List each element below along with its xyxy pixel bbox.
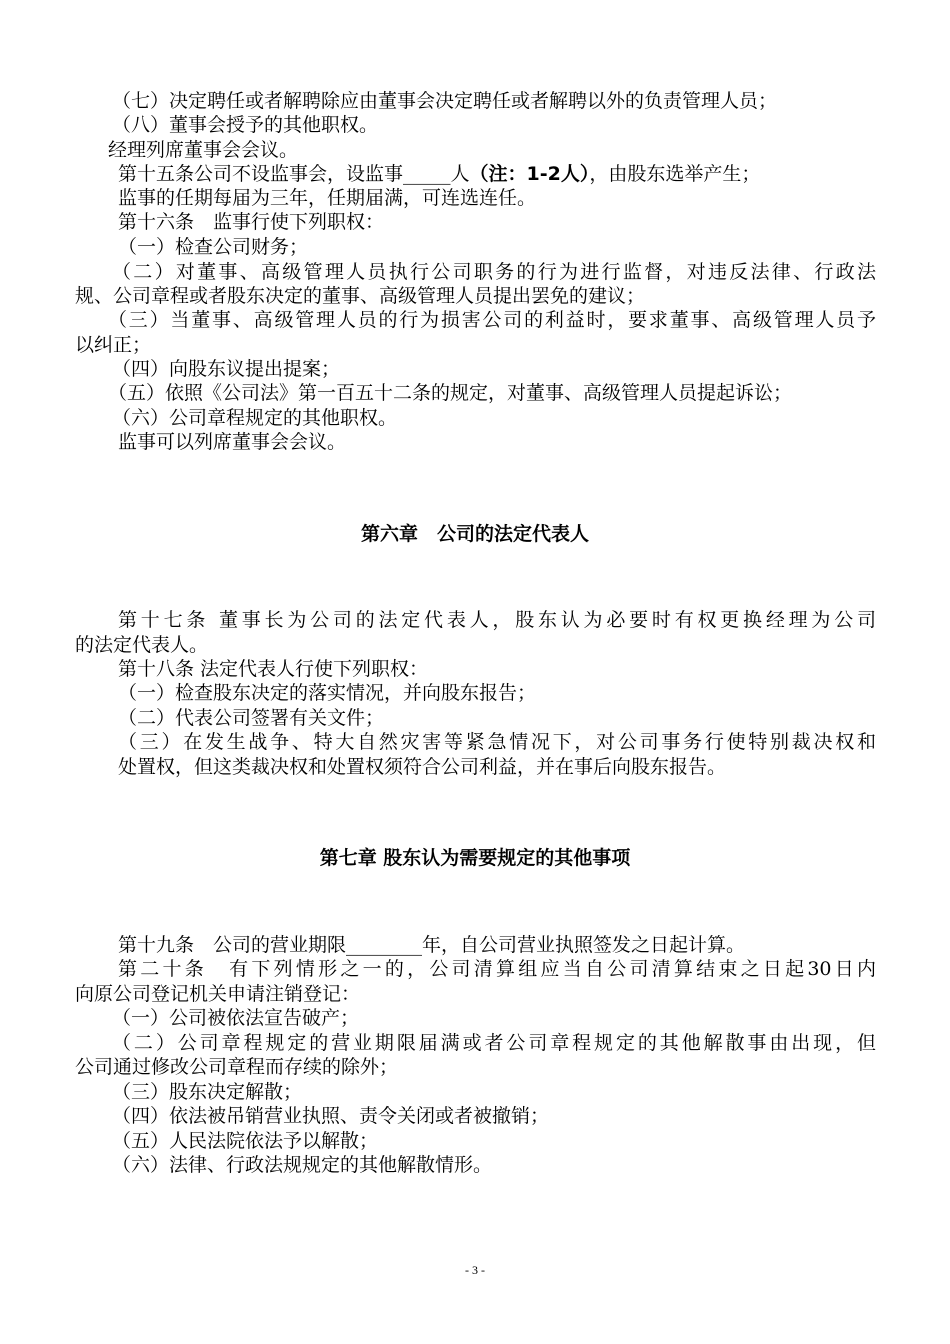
paragraph-line: [118, 162, 760, 186]
paragraph-line: （三）当董事、高级管理人员的行为损害公司的利益时，要求董事、高级管理人员予: [108, 309, 876, 331]
paragraph-line: （二）对董事、高级管理人员执行公司职务的行为进行监督，对违反法律、行政法: [112, 261, 876, 283]
paragraph-line: （二）公司章程规定的营业期限届满或者公司章程规定的其他解散事由出现，但: [112, 1032, 876, 1054]
paragraph-line: 第十六条 监事行使下列职权：: [118, 211, 385, 233]
page-number: - 3 -: [465, 1263, 485, 1277]
paragraph-line: 经理列席董事会会议。: [108, 139, 299, 161]
paragraph-line: 监事可以列席董事会会议。: [118, 431, 347, 453]
paragraph-line: 以纠正；: [75, 334, 152, 356]
paragraph-line: 监事的任期每届为三年，任期届满，可连选连任。: [118, 187, 537, 209]
note-text: （注：1-2人）: [469, 163, 590, 185]
chapter-heading: 第六章 公司的法定代表人: [360, 523, 589, 545]
paragraph-line: （一）公司被依法宣告破产；: [112, 1007, 360, 1029]
paragraph-line: （五）人民法院依法予以解散；: [112, 1130, 379, 1152]
paragraph-line: （六）公司章程规定的其他职权。: [112, 407, 398, 429]
paragraph-line: （八）董事会授予的其他职权。: [112, 114, 379, 136]
paragraph-line: 公司通过修改公司章程而存续的除外；: [75, 1056, 399, 1078]
paragraph-line: 第十九条 公司的营业期限________年，自公司营业执照签发之日起计算。: [118, 934, 746, 956]
paragraph-line: 第二十条 有下列情形之一的，公司清算组应当自公司清算结束之日起30日内: [118, 958, 876, 980]
paragraph-line: （一）检查公司财务；: [118, 236, 309, 258]
paragraph-line: （二）代表公司签署有关文件；: [118, 707, 385, 729]
paragraph-line: （四）依法被吊销营业执照、责令关闭或者被撤销；: [112, 1105, 550, 1127]
paragraph-line: 第十八条 法定代表人行使下列职权：: [118, 658, 429, 680]
paragraph-line: 处置权，但这类裁决权和处置权须符合公司利益，并在事后向股东报告。: [118, 756, 727, 778]
paragraph-line: 向原公司登记机关申请注销登记：: [75, 983, 361, 1005]
paragraph-line: （三）股东决定解散；: [112, 1081, 303, 1103]
clause-text: 第十五条公司不设监事会，设监事_____人: [118, 163, 470, 185]
paragraph-line: （一）检查股东决定的落实情况，并向股东报告；: [118, 682, 537, 704]
clause-text: ，由股东选举产生；: [589, 163, 761, 185]
paragraph-line: （七）决定聘任或者解聘除应由董事会决定聘任或者解聘以外的负责管理人员；: [112, 90, 778, 112]
paragraph-line: （四）向股东议提出提案；: [112, 358, 341, 380]
paragraph-line: （三）在发生战争、特大自然灾害等紧急情况下，对公司事务行使特别裁决权和: [118, 731, 876, 753]
chapter-heading: 第七章 股东认为需要规定的其他事项: [319, 847, 631, 869]
paragraph-line: 第十七条 董事长为公司的法定代表人，股东认为必要时有权更换经理为公司: [118, 609, 876, 631]
paragraph-line: 的法定代表人。: [75, 634, 209, 656]
paragraph-line: （六）法律、行政法规规定的其他解散情形。: [112, 1154, 493, 1176]
paragraph-line: （五）依照《公司法》第一百五十二条的规定，对董事、高级管理人员提起诉讼；: [108, 382, 793, 404]
paragraph-line: 规、公司章程或者股东决定的董事、高级管理人员提出罢免的建议；: [75, 285, 646, 307]
